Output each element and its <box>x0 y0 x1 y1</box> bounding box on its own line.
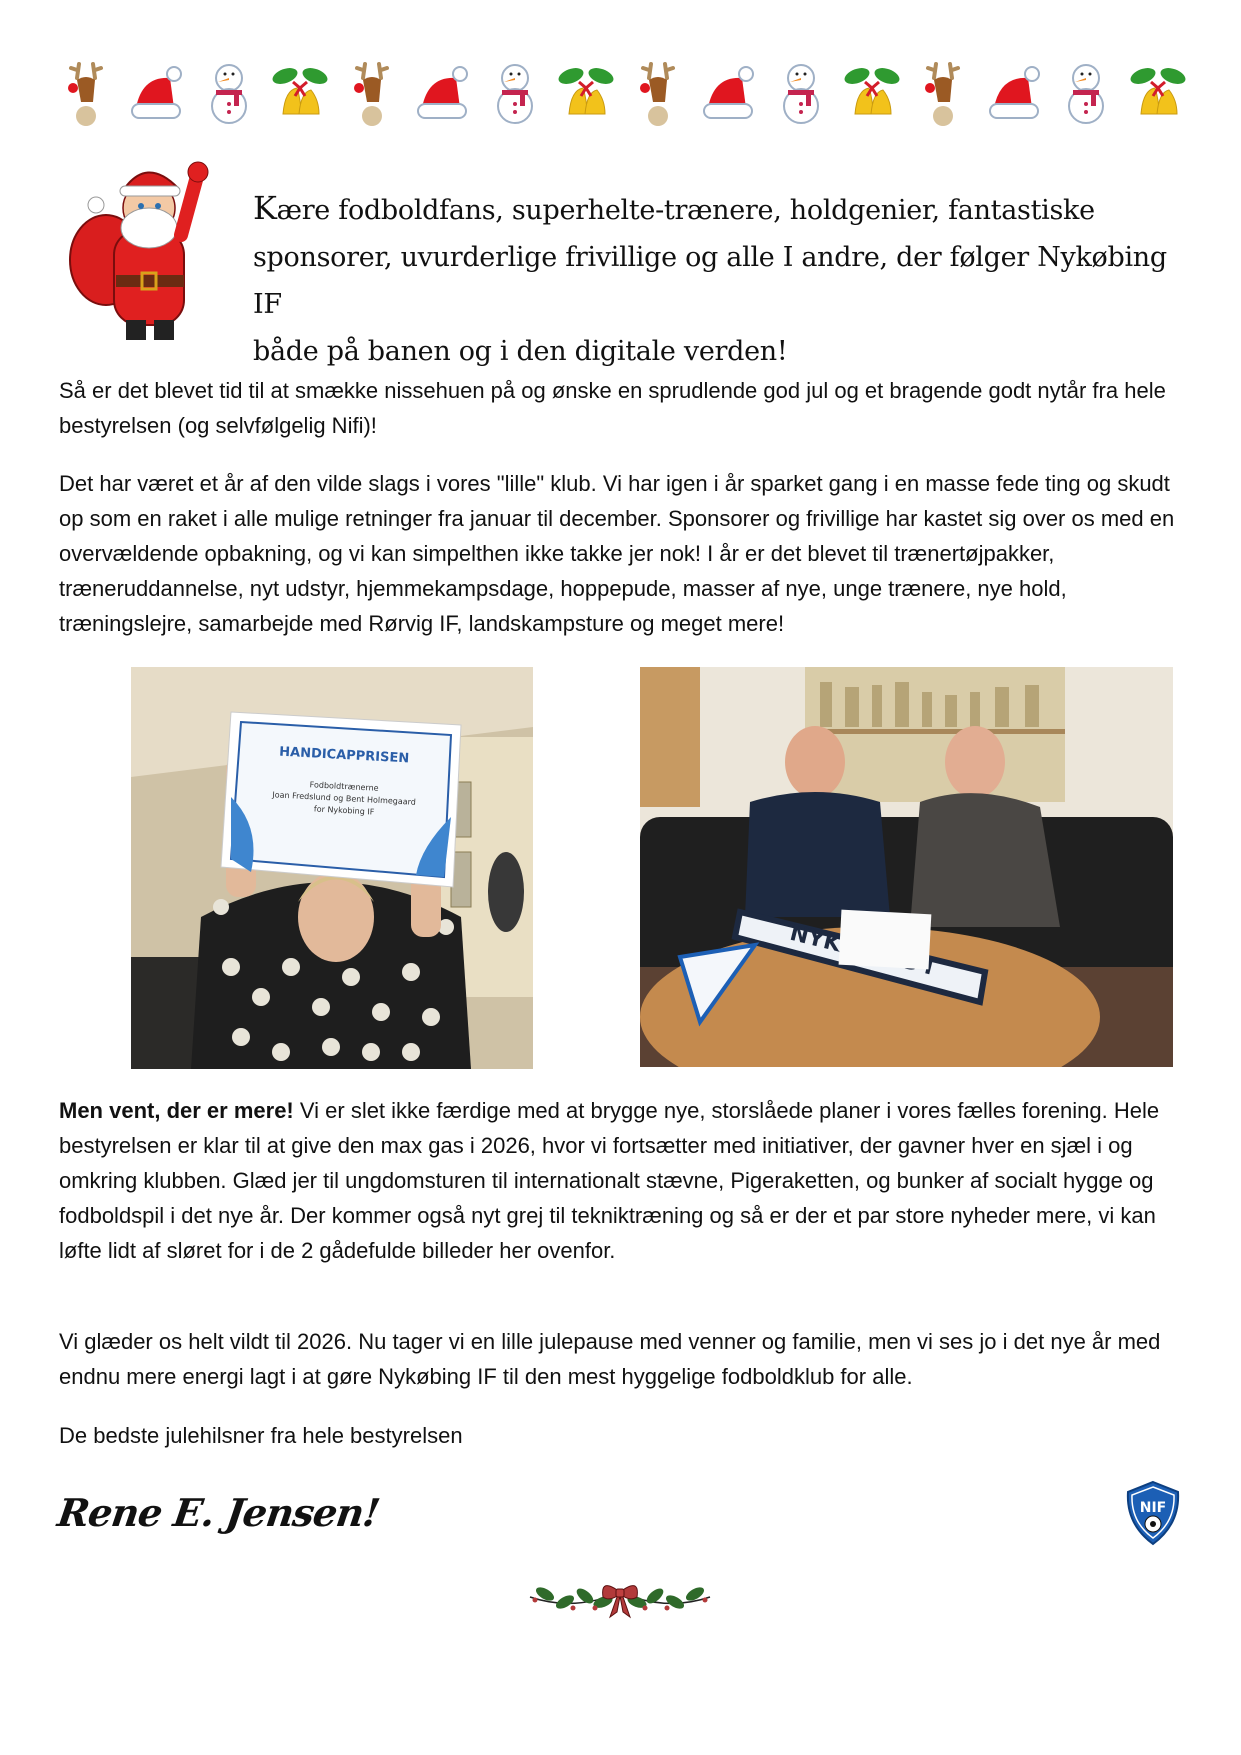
santa-hat-icon <box>128 60 186 126</box>
certificate-title: HANDICAPPRISEN <box>278 744 410 767</box>
nif-logo-icon <box>1124 1480 1182 1546</box>
reindeer-icon <box>914 60 972 126</box>
paragraph-more-to-come <box>59 1093 1189 1268</box>
bells-icon <box>557 60 615 126</box>
paragraph-year-review: Det har været et år af den vilde slags i vores "lille" klub. Vi har igen i år sparket gang i en masse fede ting og skudt op som en raket i alle mulige retninger fra januar til december. Sponsorer og frivillige har kastet sig over os med en overvældende opbakning, og vi kan simpelthen ikke takke jer nok! I år er det blevet til trænertøjpakker, træneruddannelse, nyt udstyr, hjemmekampsdage, hoppepude, masser af nye, unge trænere, nye hold, træningslejre, samarbejde med Rørvig IF, landskampsture og meget mere! <box>59 471 1175 636</box>
bells-icon <box>1129 60 1187 126</box>
christmas-decoration-banner <box>57 58 1187 128</box>
paragraph-closing: De bedste julehilsner fra hele bestyrelsen <box>59 1423 463 1448</box>
snowman-icon <box>200 60 258 126</box>
paragraph-looking-forward: Vi glæder os helt vildt til 2026. Nu tager vi en lille julepause med venner og familie, men vi ses jo i det nye år med endnu mere energi lagt i at gøre Nykøbing IF til den mest hyggelige fodboldklub for alle. <box>59 1329 1161 1389</box>
greeting-line-1 <box>253 185 1203 234</box>
reindeer-icon <box>343 60 401 126</box>
bells-icon <box>843 60 901 126</box>
reindeer-icon <box>629 60 687 126</box>
certificate-line-1: Fodboldtrænerne <box>309 780 379 793</box>
signature: Rene E. Jensen! <box>54 1490 383 1535</box>
scarf-text: I <box>921 954 936 981</box>
snowman-icon <box>1057 60 1115 126</box>
greeting-line-1-text: ære fodboldfans, superhelte-trænere, holdgenier, fantastiske <box>276 195 1095 226</box>
santa-hat-icon <box>986 60 1044 126</box>
snowman-icon <box>772 60 830 126</box>
santa-hat-icon <box>700 60 758 126</box>
greeting-first-letter: K <box>253 189 277 227</box>
greeting-line-3: både på banen og i den digitale verden! <box>253 336 788 367</box>
logo-text: NIF <box>1139 1500 1167 1516</box>
photo-handshake <box>640 667 1173 1067</box>
greeting-line-2: sponsorer, uvurderlige frivillige og alle I andre, der følger Nykøbing IF <box>253 242 1167 320</box>
paragraph-more-to-come-text: Vi er slet ikke færdige med at brygge nye, storslåede planer i vores fælles forening. Hele bestyrelsen er klar til at give den max gas i 2026, hvor vi fortsætter med initiativer, der gavner hver en sjæl i og omkring klubben. Glæd jer til ungdomsturen til internationalt stævne, Pigeraketten, og bunker af socialt hygge og fodboldspil i det nye år. Der kommer også nyt grej til tekniktræning og så er der et par store nyheder mere, vi kan løfte lidt af sløret for i de 2 gådefulde billeder her ovenfor. <box>59 1098 1160 1263</box>
photo-certificate <box>131 667 533 1069</box>
certificate-line-3: for Nykobing IF <box>313 804 375 817</box>
paragraph-more-to-come-bold: Men vent, der er mere! <box>59 1098 294 1123</box>
santa-claus-illustration <box>66 150 216 350</box>
certificate-line-2: Joan Fredslund og Bent Holmegaard <box>272 790 417 807</box>
bells-icon <box>271 60 329 126</box>
snowman-icon <box>486 60 544 126</box>
santa-hat-icon <box>414 60 472 126</box>
reindeer-icon <box>57 60 115 126</box>
paragraph-intro: Så er det blevet tid til at smække nissehuen på og ønske en sprudlende god jul og et bragende godt nytår fra hele bestyrelsen (og selvfølgelig Nifi)! <box>59 378 1166 438</box>
holly-garland-decoration <box>525 1572 715 1622</box>
greeting-headline <box>253 185 1203 375</box>
